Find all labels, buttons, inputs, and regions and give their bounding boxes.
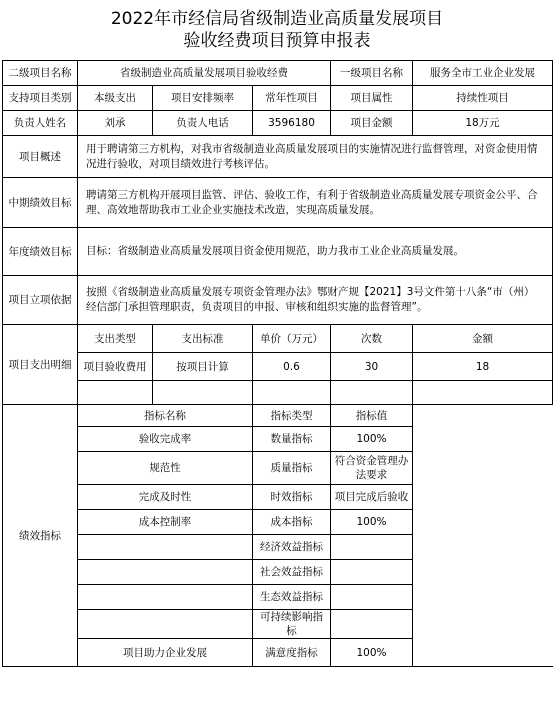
expense-header-amount: 金额: [413, 325, 553, 353]
perf-value: [331, 560, 413, 585]
perf-type: 时效指标: [253, 485, 331, 510]
value-project-amount: 18万元: [413, 111, 553, 136]
label-secondary-project: 二级项目名称: [3, 61, 78, 86]
perf-type: 数量指标: [253, 427, 331, 452]
expense-header-count: 次数: [331, 325, 413, 353]
perf-type: 社会效益指标: [253, 560, 331, 585]
perf-name: 规范性: [78, 452, 253, 485]
title-line-2: 验收经费项目预算申报表: [183, 31, 371, 51]
perf-name: 成本控制率: [78, 510, 253, 535]
perf-name: [78, 560, 253, 585]
expense-header-standard: 支出标准: [153, 325, 253, 353]
label-expense-detail: 项目支出明细: [3, 325, 78, 405]
expense-amount: 18: [413, 353, 553, 381]
perf-name: 项目助力企业发展: [78, 639, 253, 667]
perf-name: 验收完成率: [78, 427, 253, 452]
row-overview: [3, 136, 553, 178]
row-performance-header: [3, 405, 553, 427]
perf-type: 成本指标: [253, 510, 331, 535]
row-expense-header: [3, 325, 553, 353]
perf-header-value: 指标值: [331, 405, 413, 427]
perf-type: 质量指标: [253, 452, 331, 485]
perf-header-name: 指标名称: [78, 405, 253, 427]
row-responsible: [3, 111, 553, 136]
row-annual-goal: [3, 228, 553, 276]
text-midterm-goal: 聘请第三方机构开展项目监管、评估、验收工作，有利于省级制造业高质量发展专项资金公平、合理、高效地帮助我市工业企业实施技术改造，实现高质量发展。: [78, 178, 553, 228]
label-project-amount: 项目金额: [331, 111, 413, 136]
expense-type: 项目验收费用: [78, 353, 153, 381]
perf-type: 满意度指标: [253, 639, 331, 667]
value-frequency: 常年性项目: [253, 86, 331, 111]
label-basis: 项目立项依据: [3, 276, 78, 325]
label-primary-project: 一级项目名称: [331, 61, 413, 86]
perf-value: 100%: [331, 639, 413, 667]
row-midterm-goal: [3, 178, 553, 228]
label-annual-goal: 年度绩效目标: [3, 228, 78, 276]
perf-value: 100%: [331, 427, 413, 452]
perf-name: [78, 585, 253, 610]
perf-value: 项目完成后验收: [331, 485, 413, 510]
row-project-category: [3, 86, 553, 111]
value-attribute: 持续性项目: [413, 86, 553, 111]
perf-type: 可持续影响指标: [253, 610, 331, 639]
perf-type: 经济效益指标: [253, 535, 331, 560]
title-line-1: 2022年市经信局省级制造业高质量发展项目: [110, 9, 444, 29]
perf-type: 生态效益指标: [253, 585, 331, 610]
row-project-name: [3, 61, 553, 86]
expense-header-type: 支出类型: [78, 325, 153, 353]
label-attribute: 项目属性: [331, 86, 413, 111]
perf-name: 完成及时性: [78, 485, 253, 510]
text-basis: 按照《省级制造业高质量发展专项资金管理办法》鄂财产规【2021】3号文件第十八条“市（州）经信部门承担管理职责，负责项目的申报、审核和组织实施的监督管理”。: [78, 276, 553, 325]
value-secondary-project: 省级制造业高质量发展项目验收经费: [78, 61, 331, 86]
perf-header-type: 指标类型: [253, 405, 331, 427]
row-expense-blank: [3, 381, 553, 405]
form-title: [0, 8, 554, 52]
budget-table: [2, 60, 553, 667]
perf-value: [331, 610, 413, 639]
text-annual-goal: 目标：省级制造业高质量发展项目资金使用规范，助力我市工业企业高质量发展。: [78, 228, 553, 276]
value-primary-project: 服务全市工业企业发展: [413, 61, 553, 86]
row-expense-values: [3, 353, 553, 381]
value-support-category: 本级支出: [78, 86, 153, 111]
label-midterm-goal: 中期绩效目标: [3, 178, 78, 228]
text-overview: 用于聘请第三方机构，对我市省级制造业高质量发展项目的实施情况进行监督管理，对资金使用情况进行验收，对项目绩效进行考核评估。: [78, 136, 553, 178]
perf-value: [331, 535, 413, 560]
value-responsible-name: 刘承: [78, 111, 153, 136]
perf-name: [78, 610, 253, 639]
label-performance: 绩效指标: [3, 405, 78, 667]
perf-name: [78, 535, 253, 560]
expense-header-price: 单价（万元）: [253, 325, 331, 353]
expense-standard: 按项目计算: [153, 353, 253, 381]
perf-value: [331, 585, 413, 610]
expense-count: 30: [331, 353, 413, 381]
label-responsible-name: 负责人姓名: [3, 111, 78, 136]
row-basis: [3, 276, 553, 325]
value-responsible-phone: 3596180: [253, 111, 331, 136]
label-support-category: 支持项目类别: [3, 86, 78, 111]
label-overview: 项目概述: [3, 136, 78, 178]
perf-value: 100%: [331, 510, 413, 535]
label-frequency: 项目安排频率: [153, 86, 253, 111]
label-responsible-phone: 负责人电话: [153, 111, 253, 136]
perf-value: 符合资金管理办法要求: [331, 452, 413, 485]
expense-price: 0.6: [253, 353, 331, 381]
